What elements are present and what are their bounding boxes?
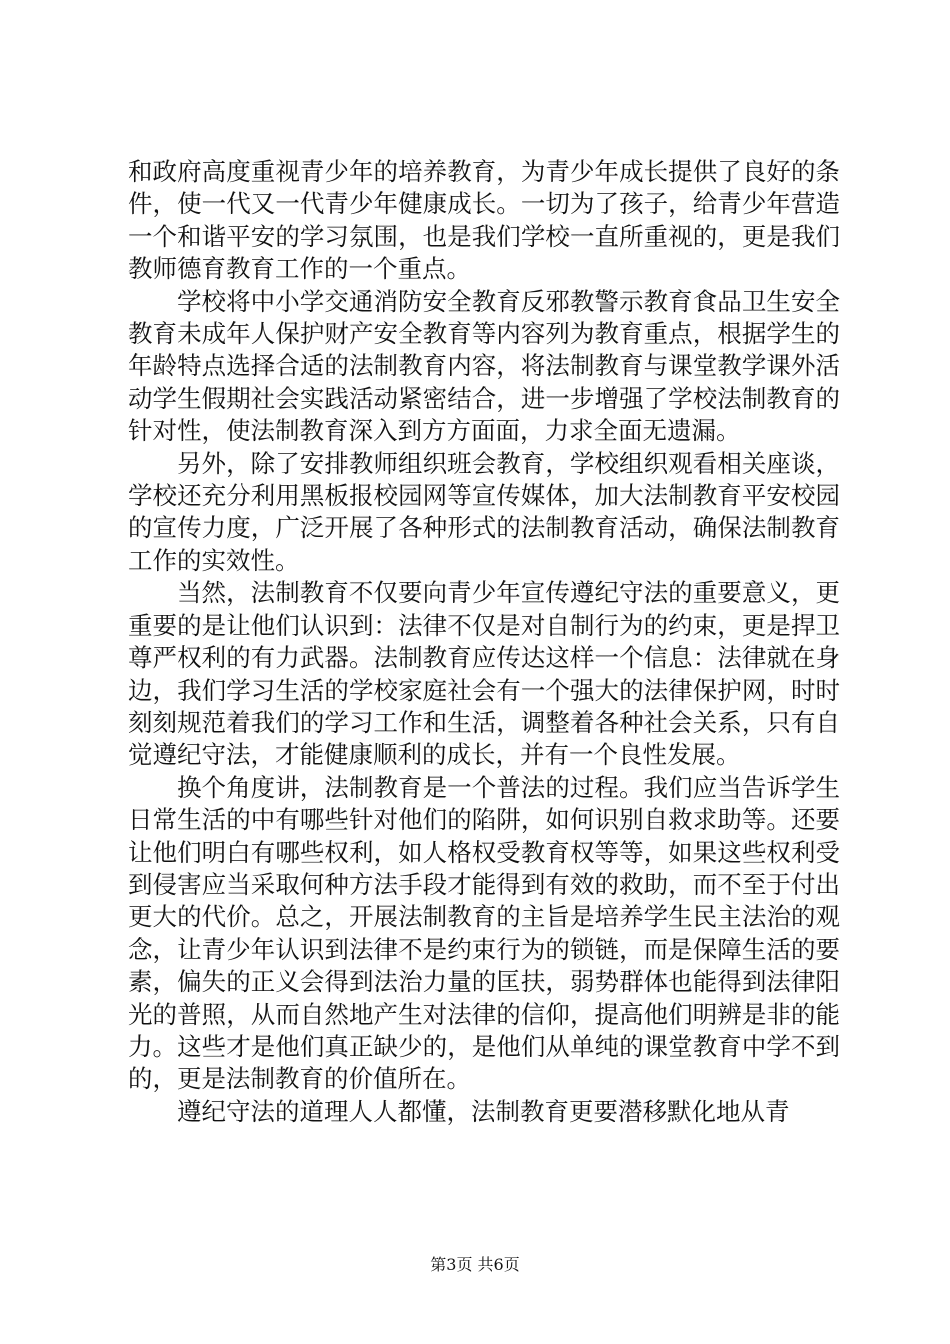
document-body — [128, 156, 840, 1128]
paragraph-legal-popularization: 换个角度讲，法制教育是一个普法的过程。我们应当告诉学生日常生活的中有哪些针对他们的陷阱，如何识别自救求助等。还要让他们明白有哪些权利，如人格权受教育权等等，如果这些权利受到侵害应当采取何种方法手段才能得到有效的救助，而不至于付出更大的代价。总之，开展法制教育的主旨是培养学生民主法治的观念，让青少年认识到法律不是约束行为的锁链，而是保障生活的要素，偏失的正义会得到法治力量的匡扶，弱势群体也能得到法律阳光的普照，从而自然地产生对法律的信仰，提高他们明辨是非的能力。这些才是他们真正缺少的，是他们从单纯的课堂教育中学不到的，更是法制教育的价值所在。 — [128, 772, 840, 1094]
page-footer: 第3页 共6页 — [430, 1255, 520, 1274]
paragraph-continued: 和政府高度重视青少年的培养教育，为青少年成长提供了良好的条件，使一代又一代青少年健康成长。一切为了孩子，给青少年营造一个和谐平安的学习氛围，也是我们学校一直所重视的，更是我们教师德育教育工作的一个重点。 — [128, 157, 840, 284]
paragraph-publicity: 另外，除了安排教师组织班会教育，学校组织观看相关座谈，学校还充分利用黑板报校园网等宣传媒体，加大法制教育平安校园的宣传力度，广泛开展了各种形式的法制教育活动，确保法制教育工作的实效性。 — [128, 448, 840, 575]
paragraph-law-significance: 当然，法制教育不仅要向青少年宣传遵纪守法的重要意义，更重要的是让他们认识到：法律不仅是对自制行为的约束，更是捍卫尊严权利的有力武器。法制教育应传达这样一个信息：法律就在身边，我们学习生活的学校家庭社会有一个强大的法律保护网，时时刻刻规范着我们的学习工作和生活，调整着各种社会关系，只有自觉遵纪守法，才能健康顺利的成长，并有一个良性发展。 — [128, 578, 840, 770]
paragraph-final-partial: 遵纪守法的道理人人都懂，法制教育更要潜移默化地从青 — [177, 1096, 790, 1126]
paragraph-safety-education: 学校将中小学交通消防安全教育反邪教警示教育食品卫生安全教育未成年人保护财产安全教育等内容列为教育重点，根据学生的年龄特点选择合适的法制教育内容，将法制教育与课堂教学课外活动学生假期社会实践活动紧密结合，进一步增强了学校法制教育的针对性，使法制教育深入到方方面面，力求全面无遗漏。 — [128, 286, 840, 446]
